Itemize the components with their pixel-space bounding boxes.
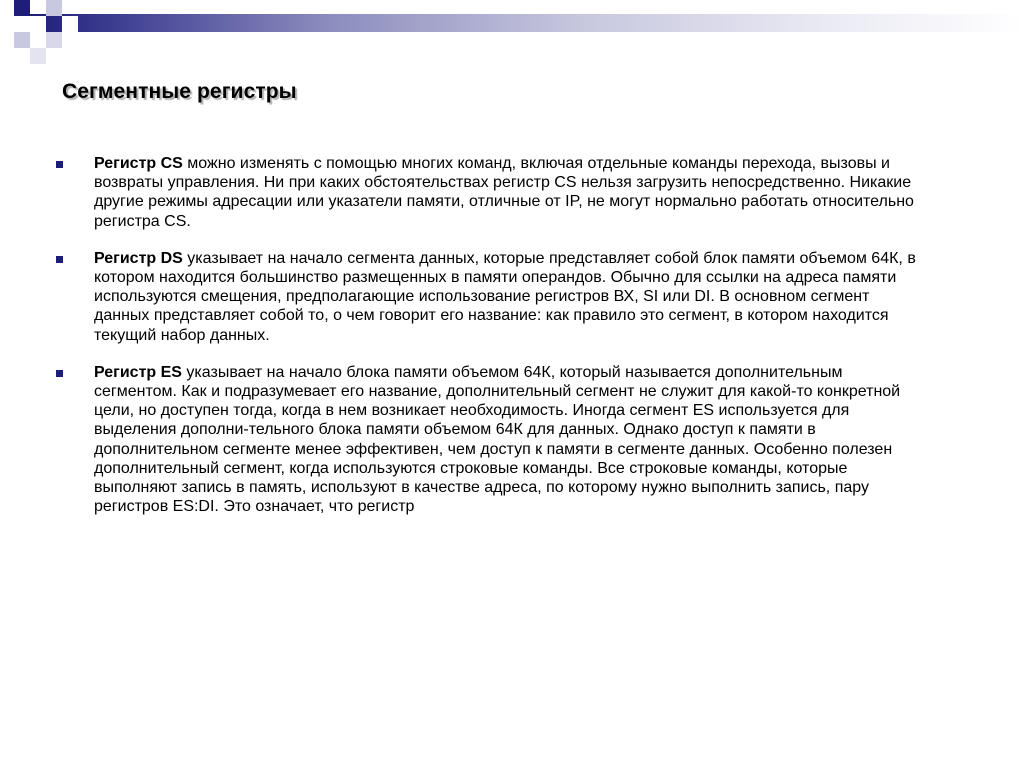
square-bullet-icon — [56, 256, 63, 263]
decor-square — [62, 16, 78, 32]
bullet-item-es — [56, 363, 924, 517]
header-gradient-band — [30, 14, 1024, 32]
bullet-item-ds — [56, 249, 924, 345]
decor-square — [14, 0, 30, 16]
decor-square — [30, 48, 46, 64]
bullet-term: Регистр DS — [94, 249, 183, 267]
square-bullet-icon — [56, 370, 63, 377]
bullet-text: указывает на начало блока памяти объемом 64К, который называется дополнительным сегментом. Как и подразумевает его название, дополнительный сегмент не служит для какой-то конкретной цели, но доступен тогда, когда в нем возникает необходимость. Иногда сегмент ES используется для выделения дополни-тельного блока памяти объемом 64К для данных. Однако доступ к памяти в дополнительном сегменте менее эффективен, чем доступ к памяти в сегменте данных. Особенно полезен дополнительный сегмент, когда используются строковые команды. Все строковые команды, которые выполняют запись в память, используют в качестве адреса, по которому нужно выполнить запись, пару регистров ES:DI. Это означает, что регистр — [94, 363, 901, 516]
bullet-term: Регистр CS — [94, 155, 183, 172]
bullet-text: можно изменять с помощью многих команд, включая отдельные команды перехода, вызовы и возвраты управления. Ни при каких обстоятельствах регистр CS нельзя загрузить непосредственно. Никакие другие режимы адресации или указатели памяти, отличные от IP, не могут нормально работать относительно регистра CS. — [94, 155, 914, 230]
bullet-term: Регистр ES — [94, 363, 182, 381]
bullet-list — [56, 154, 924, 534]
decor-square — [30, 16, 46, 32]
bullet-text: указывает на начало сегмента данных, которые представляет собой блок памяти объемом 64К, в котором находится большинство размещенных в памяти операндов. Обычно для ссылки на адреса памяти используются смещения, предполагающие использование регистров ВХ, SI или DI. В основном сегмент данных представляет собой то, о чем говорит его название: как правило это сегмент, в котором находится текущий набор данных. — [94, 249, 916, 344]
decor-square — [46, 32, 62, 48]
square-bullet-icon — [56, 161, 63, 168]
decor-square — [14, 32, 30, 48]
decor-square — [0, 16, 16, 32]
bullet-item-cs — [56, 154, 924, 231]
slide-title: Сегментные регистры — [62, 80, 297, 103]
decor-square — [46, 0, 62, 16]
